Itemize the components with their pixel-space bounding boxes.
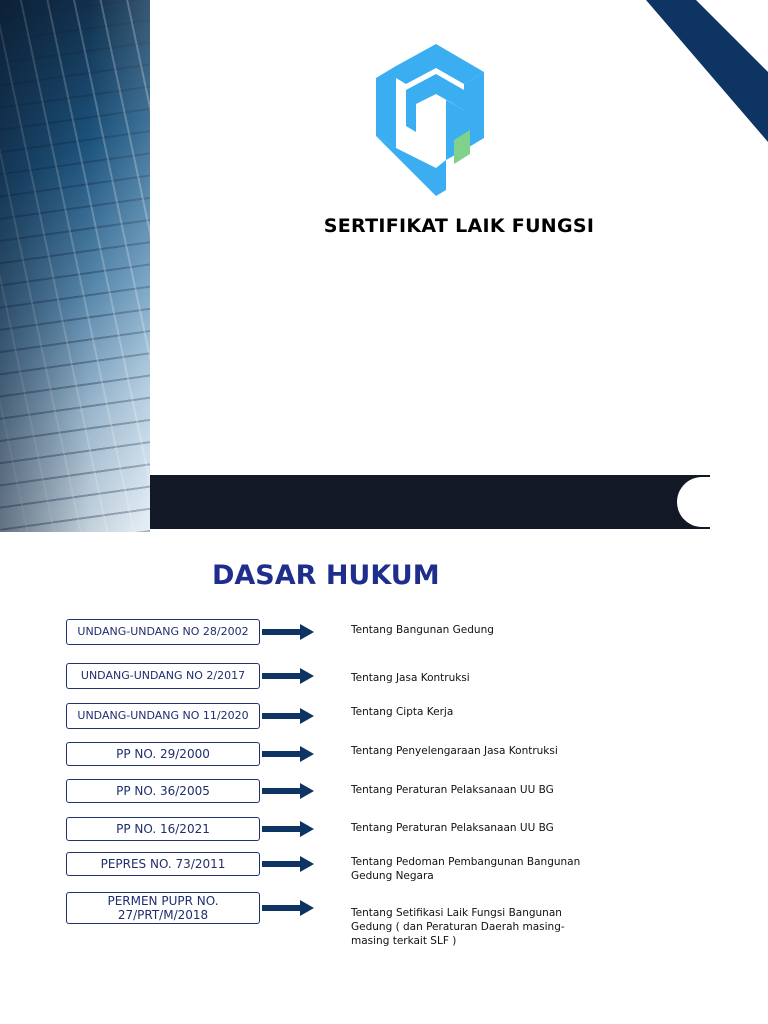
law-description: Tentang Setifikasi Laik Fungsi Bangunan Gedung ( dan Peraturan Daerah masing-masing terkait SLF ) — [351, 907, 565, 947]
slf-logo-icon — [366, 40, 486, 200]
arrow-right-icon — [262, 624, 314, 640]
law-reference-box: PP NO. 36/2005 — [66, 779, 260, 803]
arrow-right-icon — [262, 856, 314, 872]
law-reference-box: PEPRES NO. 73/2011 — [66, 852, 260, 876]
arrow-right-icon — [262, 668, 314, 684]
arrow-right-icon — [262, 821, 314, 837]
law-reference-box: UNDANG-UNDANG NO 28/2002 — [66, 619, 260, 645]
banner-notch — [677, 477, 737, 527]
law-description: Tentang Jasa Kontruksi — [351, 672, 470, 684]
dark-banner-bar — [150, 475, 710, 529]
arrow-right-icon — [262, 708, 314, 724]
building-image-shade — [0, 0, 150, 532]
slide-title: SERTIFIKAT LAIK FUNGSI — [323, 215, 595, 237]
legal-basis-heading: DASAR HUKUM — [212, 560, 440, 591]
law-description: Tentang Pedoman Pembangunan Bangunan Gedung Negara — [351, 856, 581, 882]
law-reference-box: UNDANG-UNDANG NO 2/2017 — [66, 663, 260, 689]
law-reference-box: UNDANG-UNDANG NO 11/2020 — [66, 703, 260, 729]
law-description: Tentang Peraturan Pelaksanaan UU BG — [351, 822, 554, 834]
arrow-right-icon — [262, 783, 314, 799]
law-reference-box: PERMEN PUPR NO. 27/PRT/M/2018 — [66, 892, 260, 924]
law-description: Tentang Cipta Kerja — [351, 706, 454, 718]
arrow-right-icon — [262, 746, 314, 762]
law-reference-box: PP NO. 16/2021 — [66, 817, 260, 841]
law-reference-box: PP NO. 29/2000 — [66, 742, 260, 766]
law-description: Tentang Penyelengaraan Jasa Kontruksi — [351, 745, 558, 757]
arrow-right-icon — [262, 900, 314, 916]
law-description: Tentang Bangunan Gedung — [351, 624, 494, 636]
law-description: Tentang Peraturan Pelaksanaan UU BG — [351, 784, 554, 796]
corner-diagonal-band — [618, 0, 768, 150]
